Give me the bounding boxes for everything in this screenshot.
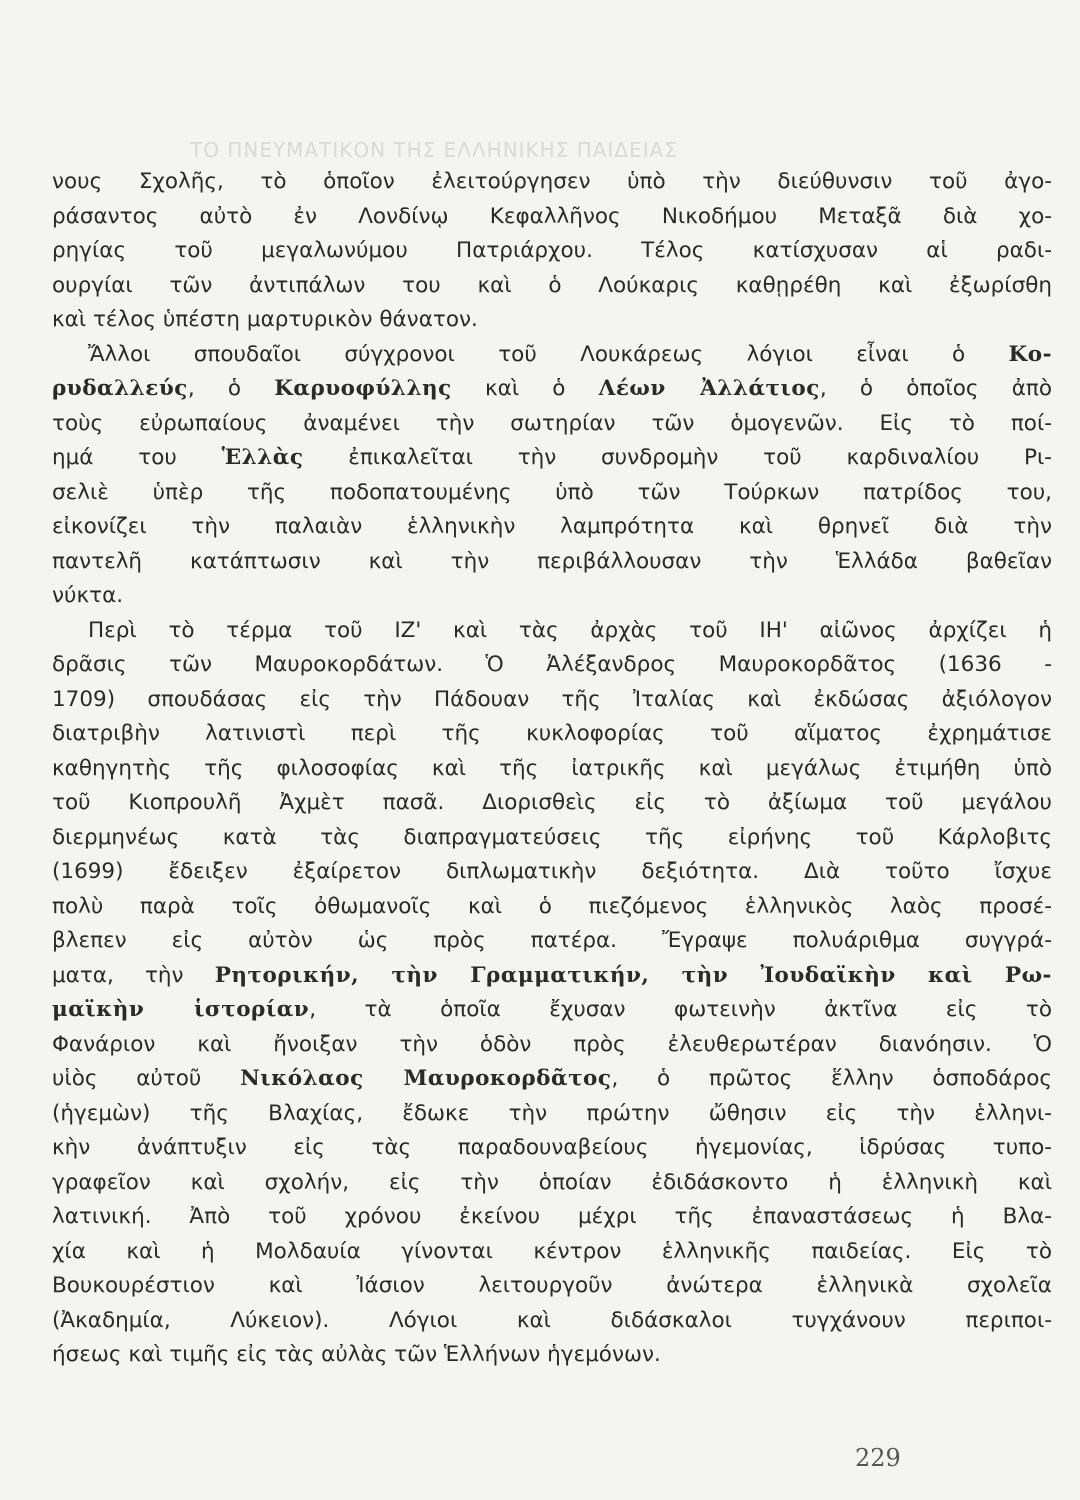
text-line-21: (1699) ἔδειξεν ἐξαίρετον διπλωματικὴν δεξιότητα. Διὰ τοῦτο ἴσχυε [52,859,1052,884]
text-line-22: πολὺ παρὰ τοῖς ὀθωμανοῖς καὶ ὁ πιεζόμενος ἑλληνικὸς λαὸς προσέ- [52,893,1052,919]
bold-phrase: Κο- [1008,341,1052,367]
text-line-26: Φανάριον καὶ ἤνοιξαν τὴν ὁδὸν πρὸς ἐλευθερωτέραν διανόησιν. Ὁ [52,1031,1052,1057]
text-line-24: ματα, τὴν Ρητορικήν, τὴν Γραμματικήν, τὴν Ἰουδαϊκὴν καὶ Ρω- [52,962,1052,988]
text-line-18: καθηγητὴς τῆς φιλοσοφίας καὶ τῆς ἰατρικῆς καὶ μεγάλως ἐτιμήθη ὑπὸ [52,755,1052,781]
bold-phrase: Καρυοφύλλης [274,376,452,401]
text-line-23: βλεπεν εἰς αὐτὸν ὡς πρὸς πατέρα. Ἔγραψε πολυάριθμα συγγρά- [52,928,1052,953]
text-line-15: δρᾶσις τῶν Μαυροκορδάτων. Ὁ Ἀλέξανδρος Μαυροκορδᾶτος (1636 - [52,652,1052,677]
text-line-30: γραφεῖον καὶ σχολήν, εἰς τὴν ὁποίαν ἐδιδάσκοντο ἡ ἑλληνικὴ καὶ [52,1169,1052,1195]
page-body [52,165,1052,1373]
text-line-16: 1709) σπουδάσας εἰς τὴν Πάδουαν τῆς Ἰταλίας καὶ ἐκδώσας ἀξιόλογον [52,686,1052,712]
text-line-5: καὶ τέλος ὑπέστη μαρτυρικὸν θάνατον. [52,307,478,332]
text-line-34: (Ἀκαδημία, Λύκειον). Λόγιοι καὶ διδάσκαλοι τυγχάνουν περιποι- [52,1307,1052,1333]
text-line-12: παντελῆ κατάπτωσιν καὶ τὴν περιβάλλουσαν τὴν Ἑλλάδα βαθεῖαν [52,548,1052,574]
text-line-35: ήσεως καὶ τιμῆς εἰς τὰς αὐλὰς τῶν Ἑλλήνων ἡγεμόνων. [52,1342,661,1367]
bold-phrase: ρυδαλλεύς [52,376,188,401]
bold-phrase: Νικόλαος Μαυροκορδᾶτος [240,1066,612,1091]
text-line-27: υἱὸς αὐτοῦ Νικόλαος Μαυροκορδᾶτος, ὁ πρῶτος ἕλλην ὁσποδάρος [52,1066,1052,1091]
text-line-9: ημά του Ἑλλὰς ἐπικαλεῖται τὴν συνδρομὴν τοῦ καρδιναλίου Ρι- [52,445,1052,470]
text-line-6: Ἄλλοι σπουδαῖοι σύγχρονοι τοῦ Λουκάρεως λόγιοι εἶναι ὁ Κο- [88,341,1052,367]
text-line-29: κὴν ἀνάπτυξιν εἰς τὰς παραδουναβείους ἡγεμονίας, ἱδρύσας τυπο- [52,1135,1052,1160]
bold-phrase: Λέων Ἀλλάτιος [598,376,820,401]
text-line-3: ρηγίας τοῦ μεγαλωνύμου Πατριάρχου. Τέλος κατίσχυσαν αἱ ραδι- [52,238,1052,263]
text-line-19: τοῦ Κιοπρουλῆ Ἀχμὲτ πασᾶ. Διορισθεὶς εἰς τὸ ἀξίωμα τοῦ μεγάλου [52,790,1052,815]
text-line-8: τοὺς εὐρωπαίους ἀναμένει τὴν σωτηρίαν τῶν ὁμογενῶν. Εἰς τὸ ποί- [52,410,1052,436]
text-line-14: Περὶ τὸ τέρμα τοῦ ΙΖ' καὶ τὰς ἀρχὰς τοῦ ΙΗ' αἰῶνος ἀρχίζει ἡ [88,617,1052,643]
text-line-25: μαϊκὴν ἱστορίαν, τὰ ὁποῖα ἔχυσαν φωτεινὴν ἀκτῖνα εἰς τὸ [52,997,1052,1022]
text-line-7: ρυδαλλεύς, ὁ Καρυοφύλλης καὶ ὁ Λέων Ἀλλάτιος, ὁ ὁποῖος ἀπὸ [52,376,1052,401]
page-number: 229 [855,1444,901,1472]
text-line-11: εἰκονίζει τὴν παλαιὰν ἑλληνικὴν λαμπρότητα καὶ θρηνεῖ διὰ τὴν [52,514,1052,539]
text-line-28: (ἡγεμὼν) τῆς Βλαχίας, ἔδωκε τὴν πρώτην ὤθησιν εἰς τὴν ἑλληνι- [52,1100,1052,1126]
text-line-32: χία καὶ ἡ Μολδαυία γίνονται κέντρον ἑλληνικῆς παιδείας. Εἰς τὸ [52,1238,1052,1264]
text-line-13: νύκτα. [52,583,124,608]
bold-phrase: Ρητορικήν, τὴν Γραμματικήν, τὴν Ἰουδαϊκὴν καὶ Ρω- [214,962,1052,988]
text-line-20: διερμηνέως κατὰ τὰς διαπραγματεύσεις τῆς εἰρήνης τοῦ Κάρλοβιτς [52,824,1052,850]
text-line-33: Βουκουρέστιον καὶ Ἰάσιον λειτουργοῦν ἀνώτερα ἑλληνικὰ σχολεῖα [52,1273,1052,1298]
text-line-1: νους Σχολῆς, τὸ ὁποῖον ἐλειτούργησεν ὑπὸ τὴν διεύθυνσιν τοῦ ἀγο- [52,169,1052,194]
ghost-header-show-through: ΤΟ ΠΝΕΥΜΑΤΙΚΟΝ ΤΗΣ ΕΛΛΗΝΙΚΗΣ ΠΑΙΔΕΙΑΣ [190,138,678,162]
text-line-4: ουργίαι τῶν ἀντιπάλων του καὶ ὁ Λούκαρις καθῃρέθη καὶ ἐξωρίσθη [52,272,1052,298]
text-line-17: διατριβὴν λατινιστὶ περὶ τῆς κυκλοφορίας τοῦ αἵματος ἐχρημάτισε [52,721,1052,746]
text-line-31: λατινική. Ἀπὸ τοῦ χρόνου ἐκείνου μέχρι τῆς ἐπαναστάσεως ἡ Βλα- [52,1204,1052,1229]
bold-phrase: μαϊκὴν ἱστορίαν [52,997,310,1022]
text-line-2: ράσαντος αὐτὸ ἐν Λονδίνῳ Κεφαλλῆνος Νικοδήμου Μεταξᾶ διὰ χο- [52,203,1052,229]
text-line-10: σελιὲ ὑπὲρ τῆς ποδοπατουμένης ὑπὸ τῶν Τούρκων πατρίδος του, [52,479,1052,505]
bold-phrase: Ἑλλὰς [221,445,304,470]
